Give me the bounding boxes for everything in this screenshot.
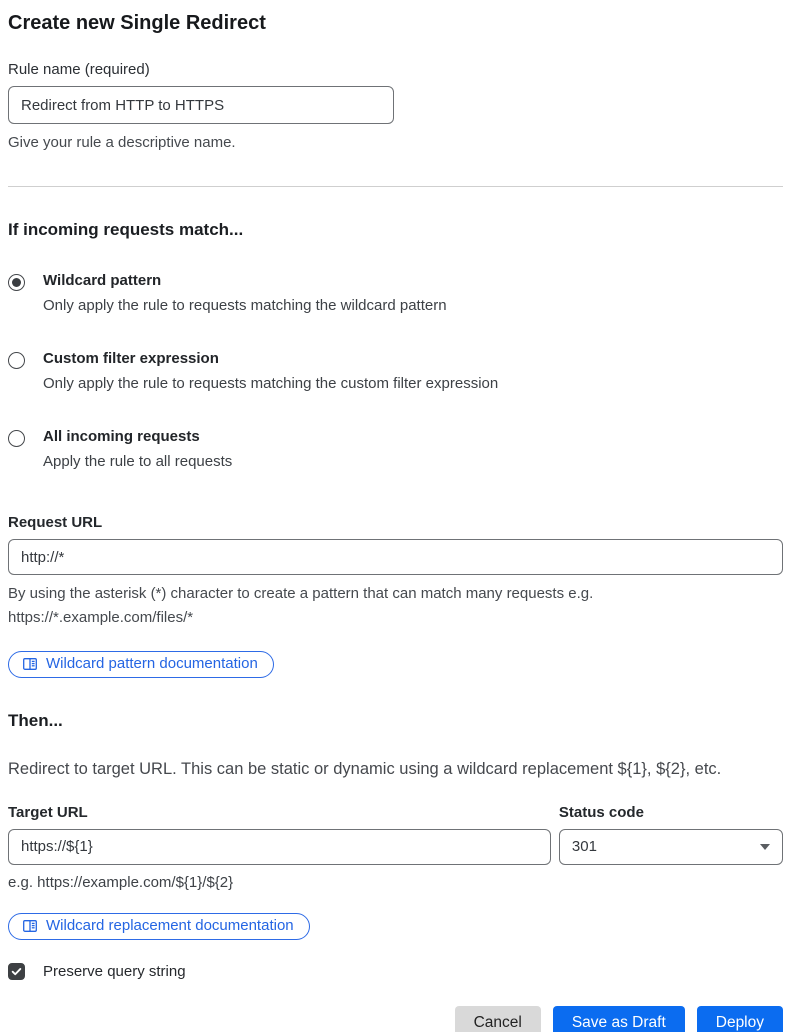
book-icon xyxy=(22,918,38,934)
request-url-helper-line1: By using the asterisk (*) character to create a pattern that can match many requests e.g. xyxy=(8,585,594,603)
rule-name-helper: Give your rule a descriptive name. xyxy=(8,134,236,151)
footer-actions xyxy=(8,1006,783,1032)
target-status-row xyxy=(8,804,783,865)
match-type-radio-group xyxy=(8,272,783,472)
radio-all-incoming-requests-description: Apply the rule to all requests xyxy=(43,453,233,470)
then-section-description: Redirect to target URL. This can be static or dynamic using a wildcard replacement ${1}, ${2}, etc. xyxy=(8,759,722,778)
radio-wildcard-pattern[interactable] xyxy=(8,272,783,316)
request-url-helper xyxy=(8,582,783,629)
request-url-input[interactable] xyxy=(8,539,783,575)
then-section-heading: Then... xyxy=(8,710,63,730)
radio-custom-filter-expression-label: Custom filter expression xyxy=(43,350,219,368)
check-icon[interactable] xyxy=(8,963,25,980)
match-section-heading: If incoming requests match... xyxy=(8,220,244,240)
book-icon xyxy=(22,656,38,672)
save-as-draft-button[interactable]: Save as Draft xyxy=(553,1006,685,1032)
wildcard-pattern-doc-button-label: Wildcard pattern documentation xyxy=(46,655,258,673)
radio-dot-icon[interactable] xyxy=(8,430,25,447)
rule-name-label: Rule name (required) xyxy=(8,61,150,78)
status-code-select[interactable] xyxy=(559,829,783,865)
radio-wildcard-pattern-description: Only apply the rule to requests matching the wildcard pattern xyxy=(43,297,447,314)
radio-dot-icon[interactable] xyxy=(8,274,25,291)
target-url-helper: e.g. https://example.com/${1}/${2} xyxy=(8,873,234,891)
radio-dot-icon[interactable] xyxy=(8,352,25,369)
page-title: Create new Single Redirect xyxy=(8,12,266,34)
caret-down-icon xyxy=(760,844,770,850)
status-code-label: Status code xyxy=(558,803,644,821)
preserve-query-string-checkbox[interactable] xyxy=(8,963,783,980)
preserve-query-string-label: Preserve query string xyxy=(43,962,186,980)
wildcard-replacement-doc-button[interactable] xyxy=(8,913,310,940)
target-url-label: Target URL xyxy=(8,803,88,821)
radio-wildcard-pattern-label: Wildcard pattern xyxy=(43,272,162,290)
radio-custom-filter-expression-description: Only apply the rule to requests matching the custom filter expression xyxy=(43,375,499,392)
radio-all-incoming-requests[interactable] xyxy=(8,428,783,472)
wildcard-replacement-doc-button-label: Wildcard replacement documentation xyxy=(46,917,294,935)
rule-name-input[interactable] xyxy=(8,86,394,124)
section-divider xyxy=(8,186,783,187)
status-code-value: 301 xyxy=(571,838,597,856)
deploy-button[interactable]: Deploy xyxy=(697,1006,783,1032)
radio-all-incoming-requests-label: All incoming requests xyxy=(43,428,200,446)
radio-custom-filter-expression[interactable] xyxy=(8,350,783,394)
request-url-helper-line2: https://*.example.com/files/* xyxy=(8,608,194,626)
target-url-input[interactable] xyxy=(8,829,551,865)
cancel-button[interactable]: Cancel xyxy=(455,1006,541,1032)
request-url-label: Request URL xyxy=(8,514,103,532)
wildcard-pattern-doc-button[interactable] xyxy=(8,651,274,678)
